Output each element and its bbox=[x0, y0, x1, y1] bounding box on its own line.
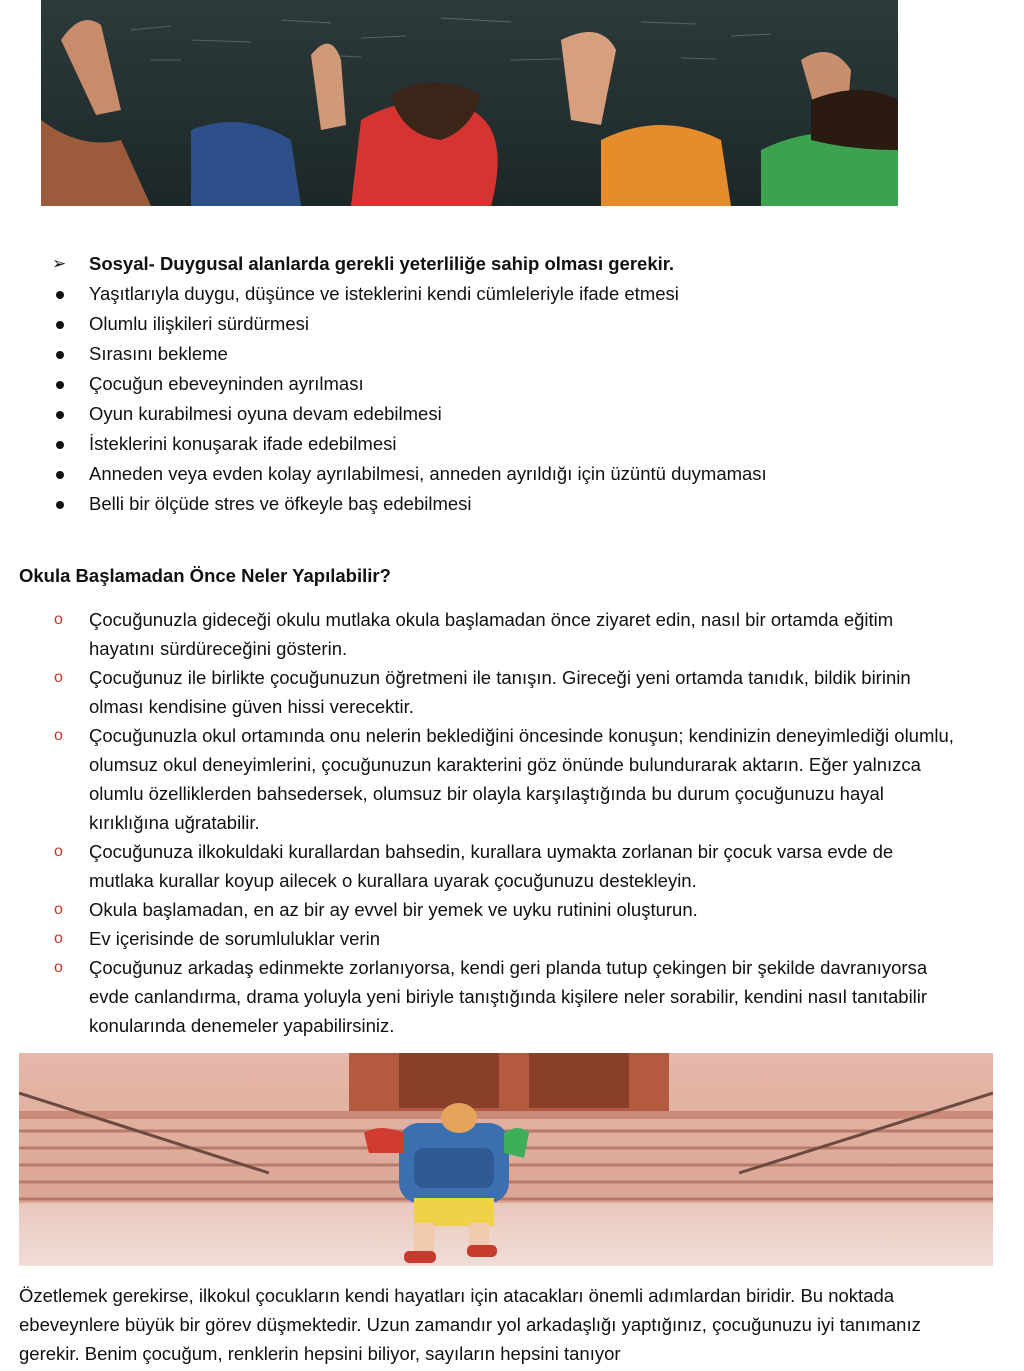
school-steps-photo bbox=[19, 1053, 993, 1266]
skills-list bbox=[19, 249, 979, 519]
list-item-text: Çocuğunuza ilkokuldaki kurallardan bahsedin, kurallara uymakta zorlanan bir çocuk varsa evde de mutlaka kurallar koyup ailecek o kurallara uyarak çocuğunuzu destekleyin. bbox=[89, 841, 894, 891]
dot-bullet-icon bbox=[52, 429, 122, 459]
skills-heading-text: Sosyal- Duygusal alanlarda gerekli yeterliliğe sahip olması gerekir. bbox=[89, 253, 675, 274]
circle-bullet-icon: o bbox=[54, 727, 63, 744]
circle-bullet-icon: o bbox=[54, 901, 63, 918]
dot-bullet-icon bbox=[52, 279, 122, 309]
list-item-text: Belli bir ölçüde stres ve öfkeyle baş edebilmesi bbox=[89, 493, 472, 514]
list-item bbox=[19, 953, 959, 1040]
skills-heading bbox=[19, 249, 979, 279]
list-item bbox=[19, 605, 959, 663]
list-item bbox=[19, 924, 959, 953]
list-item bbox=[19, 663, 959, 721]
list-item bbox=[19, 459, 979, 489]
circle-bullet-icon: o bbox=[54, 930, 63, 947]
list-item-text: İsteklerini konuşarak ifade edebilmesi bbox=[89, 433, 397, 454]
dot-bullet-icon bbox=[52, 369, 122, 399]
list-item bbox=[19, 309, 979, 339]
dot-bullet-icon bbox=[52, 489, 122, 519]
list-item-text: Çocuğunuzla gideceği okulu mutlaka okula başlamadan önce ziyaret edin, nasıl bir ortamda eğitim hayatını sürdüreceğini gösterin. bbox=[89, 609, 894, 659]
list-item bbox=[19, 721, 959, 837]
list-item bbox=[19, 369, 979, 399]
list-item-text: Sırasını bekleme bbox=[89, 343, 228, 364]
circle-bullet-icon: o bbox=[54, 843, 63, 860]
circle-bullet-icon: o bbox=[54, 611, 63, 628]
list-item bbox=[19, 489, 979, 519]
list-item-text: Olumlu ilişkileri sürdürmesi bbox=[89, 313, 309, 334]
list-item bbox=[19, 339, 979, 369]
list-item-text: Yaşıtlarıyla duygu, düşünce ve isteklerini kendi cümleleriyle ifade etmesi bbox=[89, 283, 679, 304]
list-item-text: Çocuğunuz ile birlikte çocuğunuzun öğretmeni ile tanışın. Gireceği yeni ortamda tanıdık, bildik birinin olması kendisine güven hissi verecektir. bbox=[89, 667, 911, 717]
dot-bullet-icon bbox=[52, 399, 122, 429]
list-item bbox=[19, 279, 979, 309]
list-item-text: Anneden veya evden kolay ayrılabilmesi, anneden ayrıldığı için üzüntü duymaması bbox=[89, 463, 767, 484]
section-heading: Okula Başlamadan Önce Neler Yapılabilir? bbox=[19, 565, 391, 586]
list-item bbox=[19, 429, 979, 459]
summary-paragraph: Özetlemek gerekirse, ilkokul çocukların kendi hayatları için atacakları önemli adımlardan biridir. Bu noktada ebeveynlere büyük bir görev düşmektedir. Uzun zamandır yol arkadaşlığı yaptığınız, çocuğunuzu iyi tanımanız gerekir. Benim çocuğum, renklerin hepsini biliyor, sayıların hepsini tanıyor bbox=[19, 1285, 921, 1364]
list-item-text: Ev içerisinde de sorumluluklar verin bbox=[89, 928, 380, 949]
dot-bullet-icon bbox=[52, 459, 122, 489]
list-item bbox=[19, 399, 979, 429]
classroom-photo bbox=[41, 0, 898, 206]
tips-list bbox=[19, 605, 959, 1040]
list-item-text: Oyun kurabilmesi oyuna devam edebilmesi bbox=[89, 403, 442, 424]
dot-bullet-icon bbox=[52, 309, 122, 339]
list-item bbox=[19, 837, 959, 895]
list-item-text: Çocuğun ebeveyninden ayrılması bbox=[89, 373, 364, 394]
arrow-bullet-icon: ➢ bbox=[52, 254, 67, 273]
list-item-text: Çocuğunuz arkadaş edinmekte zorlanıyorsa, kendi geri planda tutup çekingen bir şekilde davranıyorsa evde canlandırma, drama yoluyla yeni biriyle tanıştığında kişilere neler sorabilir, kendini nasıl tanıtabilir konularında denemeler yapabilirsiniz. bbox=[89, 957, 928, 1036]
list-item bbox=[19, 895, 959, 924]
list-item-text: Okula başlamadan, en az bir ay evvel bir yemek ve uyku rutinini oluşturun. bbox=[89, 899, 698, 920]
circle-bullet-icon: o bbox=[54, 669, 63, 686]
list-item-text: Çocuğunuzla okul ortamında onu nelerin beklediğini öncesinde konuşun; kendinizin deneyimlediği olumlu, olumsuz okul deneyimlerini, çocuğunuzun karakterini göz önünde bulundurarak aktarın. Eğer yalnızca olumlu özelliklerden bahsedersek, olumsuz bir olayla karşılaştığında bu durum çocuğunuzu hayal kırıklığına uğratabilir. bbox=[89, 725, 954, 833]
dot-bullet-icon bbox=[52, 339, 122, 369]
circle-bullet-icon: o bbox=[54, 959, 63, 976]
